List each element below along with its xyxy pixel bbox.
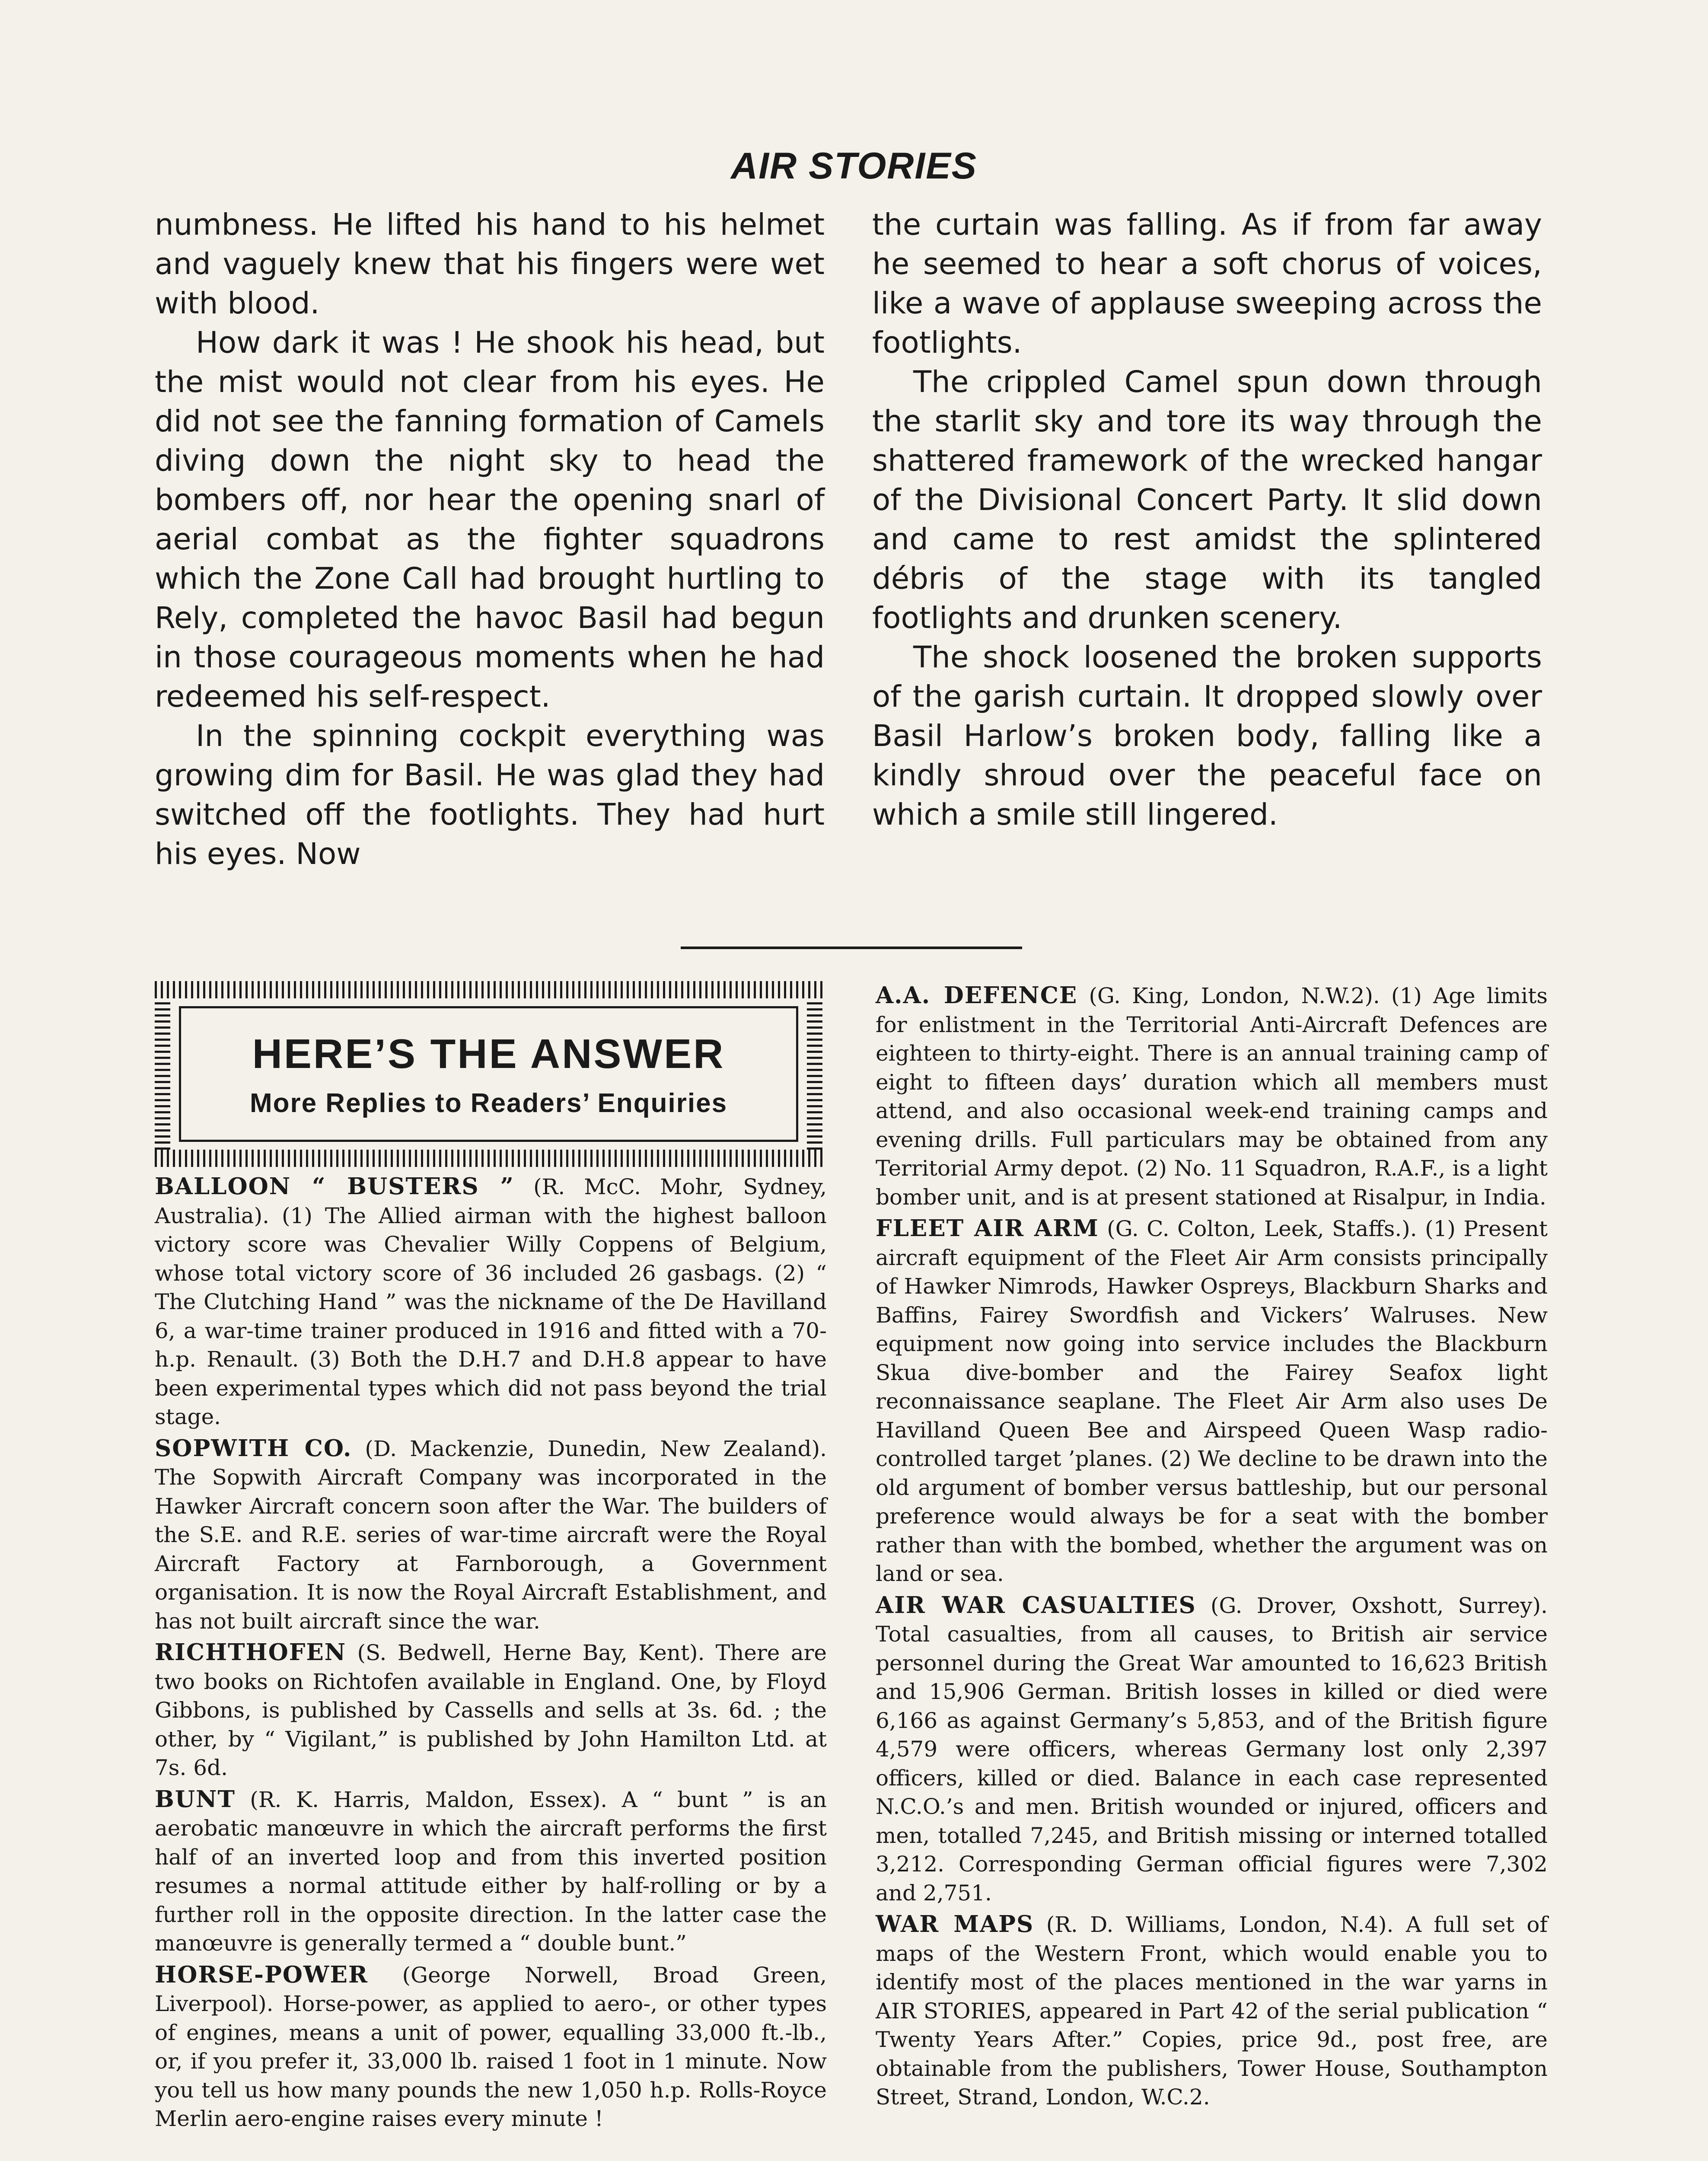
answer-body: (S. Bedwell, Herne Bay, Kent). There are two books on Richtofen available in England. One, by Floyd Gibbons, is published by Cassells and sells at 3s. 6d. ; the other, by “ Vigilant,” is published by John Hamilton Ltd. at 7s. 6d. — [155, 1640, 827, 1780]
answer-heading: HORSE-POWER — [155, 1961, 368, 1988]
story-paragraph: The crippled Camel spun down through the starlit sky and tore its way through the shattered framework of the wrecked hangar of the Divisional Concert Party. It slid down and came to rest amidst the splintered débris of the stage with its tangled footlights and drunken scenery. — [872, 365, 1542, 635]
magazine-header: AIR STORIES — [731, 145, 977, 187]
answer-heading: RICHTHOFEN — [155, 1639, 347, 1666]
answer-body: (R. McC. Mohr, Sydney, Australia). (1) The Allied airman with the highest balloon victory score was Chevalier Willy Coppens of Belgium, whose total victory score of 36 included 26 gasbags. (2) “ The Clutching Hand ” was the nickname of the De Havilland 6, a war-time trainer produced in 1916 and fitted with a 70-h.p. Renault. (3) Both the D.H.7 and D.H.8 appear to have been experimental types which did not pass beyond the trial stage. — [155, 1174, 827, 1429]
answer-heading: WAR MAPS — [876, 1911, 1034, 1938]
answer-body: (D. Mackenzie, Dunedin, New Zealand). The Sopwith Aircraft Company was incorporated in the Hawker Aircraft concern soon after the War. The builders of the S.E. and R.E. series of war-time aircraft were the Royal Aircraft Factory at Farnborough, a Government organisation. It is now the Royal Aircraft Establishment, and has not built aircraft since the war. — [155, 1436, 827, 1634]
answer-body: (G. Drover, Oxshott, Surrey). Total casualties, from all causes, to British air service personnel during the Great War amounted to 16,623 British and 15,906 German. British losses in killed or died were 6,166 as against Germany’s 5,853, and of the British figure 4,579 were officers, whereas Germany lost only 2,397 officers, killed or died. Balance in each case represented N.C.O.’s and men. British wounded or injured, officers and men, totalled 7,245, and British missing or interned totalled 3,212. Corresponding German official figures were 7,302 and 2,751. — [876, 1593, 1548, 1906]
story-paragraph: How dark it was ! He shook his head, but the mist would not clear from his eyes. He did not see the fanning formation of Camels diving down the night sky to head the bombers off, nor hear the opening snarl of aerial combat as the fighter squadrons which the Zone Call had brought hurtling to Rely, completed the havoc Basil had begun in those courageous moments when he had redeemed his self-respect. — [155, 325, 825, 714]
answer-entry — [876, 1910, 1548, 2112]
answers-subtitle: More Replies to Readers’ Enquiries — [249, 1088, 728, 1118]
decorative-border — [807, 998, 822, 1150]
story-column-left — [155, 205, 825, 874]
story-paragraph: In the spinning cockpit everything was growing dim for Basil. He was glad they had switched off the footlights. They had hurt his eyes. Now — [155, 719, 825, 871]
answer-heading: BALLOON “ BUSTERS ” — [155, 1173, 514, 1200]
answer-entry — [155, 1434, 827, 1636]
answer-entry — [155, 1785, 827, 1958]
answers-column-right — [876, 981, 1548, 2114]
answer-entry — [155, 1638, 827, 1782]
answer-body: (G. C. Colton, Leek, Staffs.). (1) Present aircraft equipment of the Fleet Air Arm consists principally of Hawker Nimrods, Hawker Ospreys, Blackburn Sharks and Baffins, Fairey Swordfish and Vickers’ Walruses. New equipment now going into service includes the Blackburn Skua dive-bomber and the Fairey Seafox light reconnaissance seaplane. The Fleet Air Arm also uses De Havilland Queen Bee and Airspeed Queen Wasp radio-controlled target ’planes. (2) We decline to be drawn into the old argument of bomber versus battleship, but our personal preference would always be for a seat with the bomber rather than with the bombed, whether the argument was on land or sea. — [876, 1216, 1548, 1586]
answers-title-box — [155, 981, 822, 1167]
answer-heading: AIR WAR CASUALTIES — [876, 1591, 1196, 1619]
answer-entry — [876, 1591, 1548, 1908]
answers-title-panel — [179, 1006, 798, 1142]
answer-entry — [876, 1214, 1548, 1588]
decorative-border — [155, 998, 170, 1150]
answers-column-left — [155, 981, 827, 2136]
answer-body: (George Norwell, Broad Green, Liverpool). Horse-power, as applied to aero-, or other types of engines, means a unit of power, equalling 33,000 ft.-lb., or, if you prefer it, 33,000 lb. raised 1 foot in 1 minute. Now you tell us how many pounds the new 1,050 h.p. Rolls-Royce Merlin aero-engine raises every minute ! — [155, 1962, 827, 2131]
answers-title: HERE’S THE ANSWER — [252, 1030, 725, 1077]
decorative-border — [155, 1150, 822, 1167]
answers-section — [155, 981, 1548, 2161]
answer-body: (G. King, London, N.W.2). (1) Age limits for enlistment in the Territorial Anti-Aircraft Defences are eighteen to thirty-eight. There is an annual training camp of eight to fifteen days’ duration which all members must attend, and also occasional week-end training camps and evening drills. Full particulars may be obtained from any Territorial Army depot. (2) No. 11 Squadron, R.A.F., is a light bomber unit, and is at present stationed at Risalpur, in India. — [876, 983, 1548, 1210]
story-paragraph: the curtain was falling. As if from far away he seemed to hear a soft chorus of voices, like a wave of applause sweeping across the footlights. — [872, 207, 1542, 360]
section-divider — [681, 947, 1022, 949]
answer-heading: A.A. DEFENCE — [876, 982, 1078, 1009]
story-text — [155, 205, 1542, 923]
story-column-right — [872, 205, 1542, 835]
answer-heading: SOPWITH CO. — [155, 1434, 352, 1462]
answer-entry — [155, 1172, 827, 1431]
decorative-border — [155, 981, 822, 998]
answer-heading: FLEET AIR ARM — [876, 1215, 1099, 1242]
story-paragraph: numbness. He lifted his hand to his helmet and vaguely knew that his fingers were wet with blood. — [155, 207, 825, 321]
story-paragraph: The shock loosened the broken supports of the garish curtain. It dropped slowly over Basil Harlow’s broken body, falling like a kindly shroud over the peaceful face on which a smile still lingered. — [872, 640, 1542, 832]
answer-heading: BUNT — [155, 1785, 236, 1813]
answer-body: (R. K. Harris, Maldon, Essex). A “ bunt ” is an aerobatic manœuvre in which the aircraft performs the first half of an inverted loop and from this inverted position resumes a normal attitude either by half-rolling or by a further roll in the opposite direction. In the latter case the manœuvre is generally termed a “ double bunt.” — [155, 1787, 827, 1956]
answer-entry — [155, 1960, 827, 2133]
answer-body: (R. D. Williams, London, N.4). A full set of maps of the Western Front, which would enable you to identify most of the places mentioned in the war yarns in AIR STORIES, appeared in Part 42 of the serial publication “ Twenty Years After.” Copies, price 9d., post free, are obtainable from the publishers, Tower House, Southampton Street, Strand, London, W.C.2. — [876, 1912, 1548, 2110]
answer-entry — [876, 981, 1548, 1211]
